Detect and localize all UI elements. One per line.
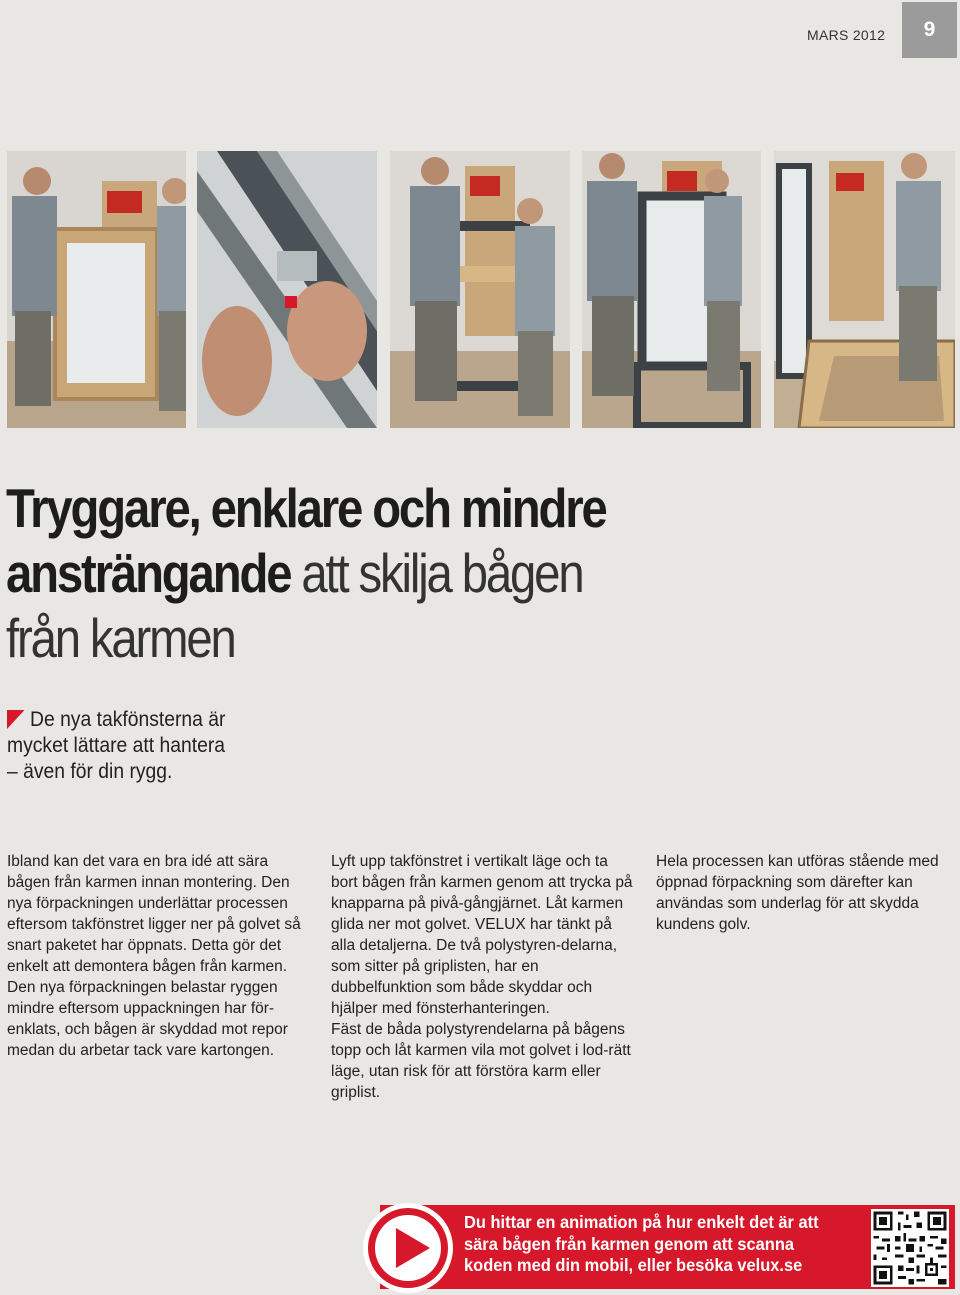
body-paragraph: Hela processen kan utföras stående med öppnad förpackning som därefter kan användas som underlag för att skydda kundens golv. [656, 853, 939, 933]
play-button-icon[interactable] [362, 1202, 454, 1294]
headline-bold: Tryggare, enklare och mindre ansträngande [6, 477, 606, 604]
lead-line-1: De nya takfönsterna är [30, 708, 226, 731]
photo-men-vertical-window [582, 151, 761, 428]
promo-text [464, 1212, 840, 1277]
lead-paragraph [7, 707, 301, 785]
lead-line-3: – även för din rygg. [7, 760, 173, 783]
body-paragraph: Fäst de båda polystyrendelarna på bågens topp och låt karmen vila mot golvet i lod-rätt läge, utan risk för att förstöra karm eller griplist. [331, 1021, 631, 1101]
qr-code[interactable] [871, 1209, 949, 1287]
body-paragraph: Lyft upp takfönstret i vertikalt läge och ta bort bågen från karmen genom att trycka på knapparna på pivå-gångjärnet. Låt karmen glida ner mot golvet. VELUX har tänkt på alla detaljerna. De två polystyren-delarna, som sitter på griplisten, har en dubbelfunktion som både skyddar och hjälper med fönsterhanteringen. [331, 853, 633, 1017]
body-paragraph: Den nya förpackningen belastar ryggen mindre eftersom uppackningen har för-enklats, och bågen är skyddad mot repor medan du arbetar tack vare kartongen. [7, 979, 288, 1059]
photo-men-lifting-frame [390, 151, 570, 428]
page-number: 9 [902, 2, 957, 58]
promo-link[interactable]: velux.se [737, 1255, 803, 1275]
photo-two-men-holding-window [7, 151, 186, 428]
photo-window-on-floor [774, 151, 955, 428]
issue-date: MARS 2012 [807, 27, 886, 43]
body-column-1 [7, 851, 307, 1061]
article-headline [6, 476, 625, 671]
lead-line-2: mycket lättare att hantera [7, 734, 225, 757]
body-column-3 [656, 851, 951, 935]
body-column-2 [331, 851, 636, 1103]
red-triangle-icon [7, 710, 24, 729]
photo-strip [0, 151, 960, 428]
photo-hands-on-hinge [197, 151, 377, 428]
body-paragraph: Ibland kan det vara en bra idé att sära bågen från karmen innan montering. Den nya förpackningen underlättar processen eftersom takfönstret ligger ner på golvet så snart paketet har öppnats. Detta gör det enkelt att demontera bågen från karmen. [7, 853, 301, 975]
promo-message: Du hittar en animation på hur enkelt det är att sära bågen från karmen genom att scanna koden med din mobil, eller besöka [464, 1212, 819, 1275]
headline-light: att skilja bågen från karmen [6, 542, 583, 669]
